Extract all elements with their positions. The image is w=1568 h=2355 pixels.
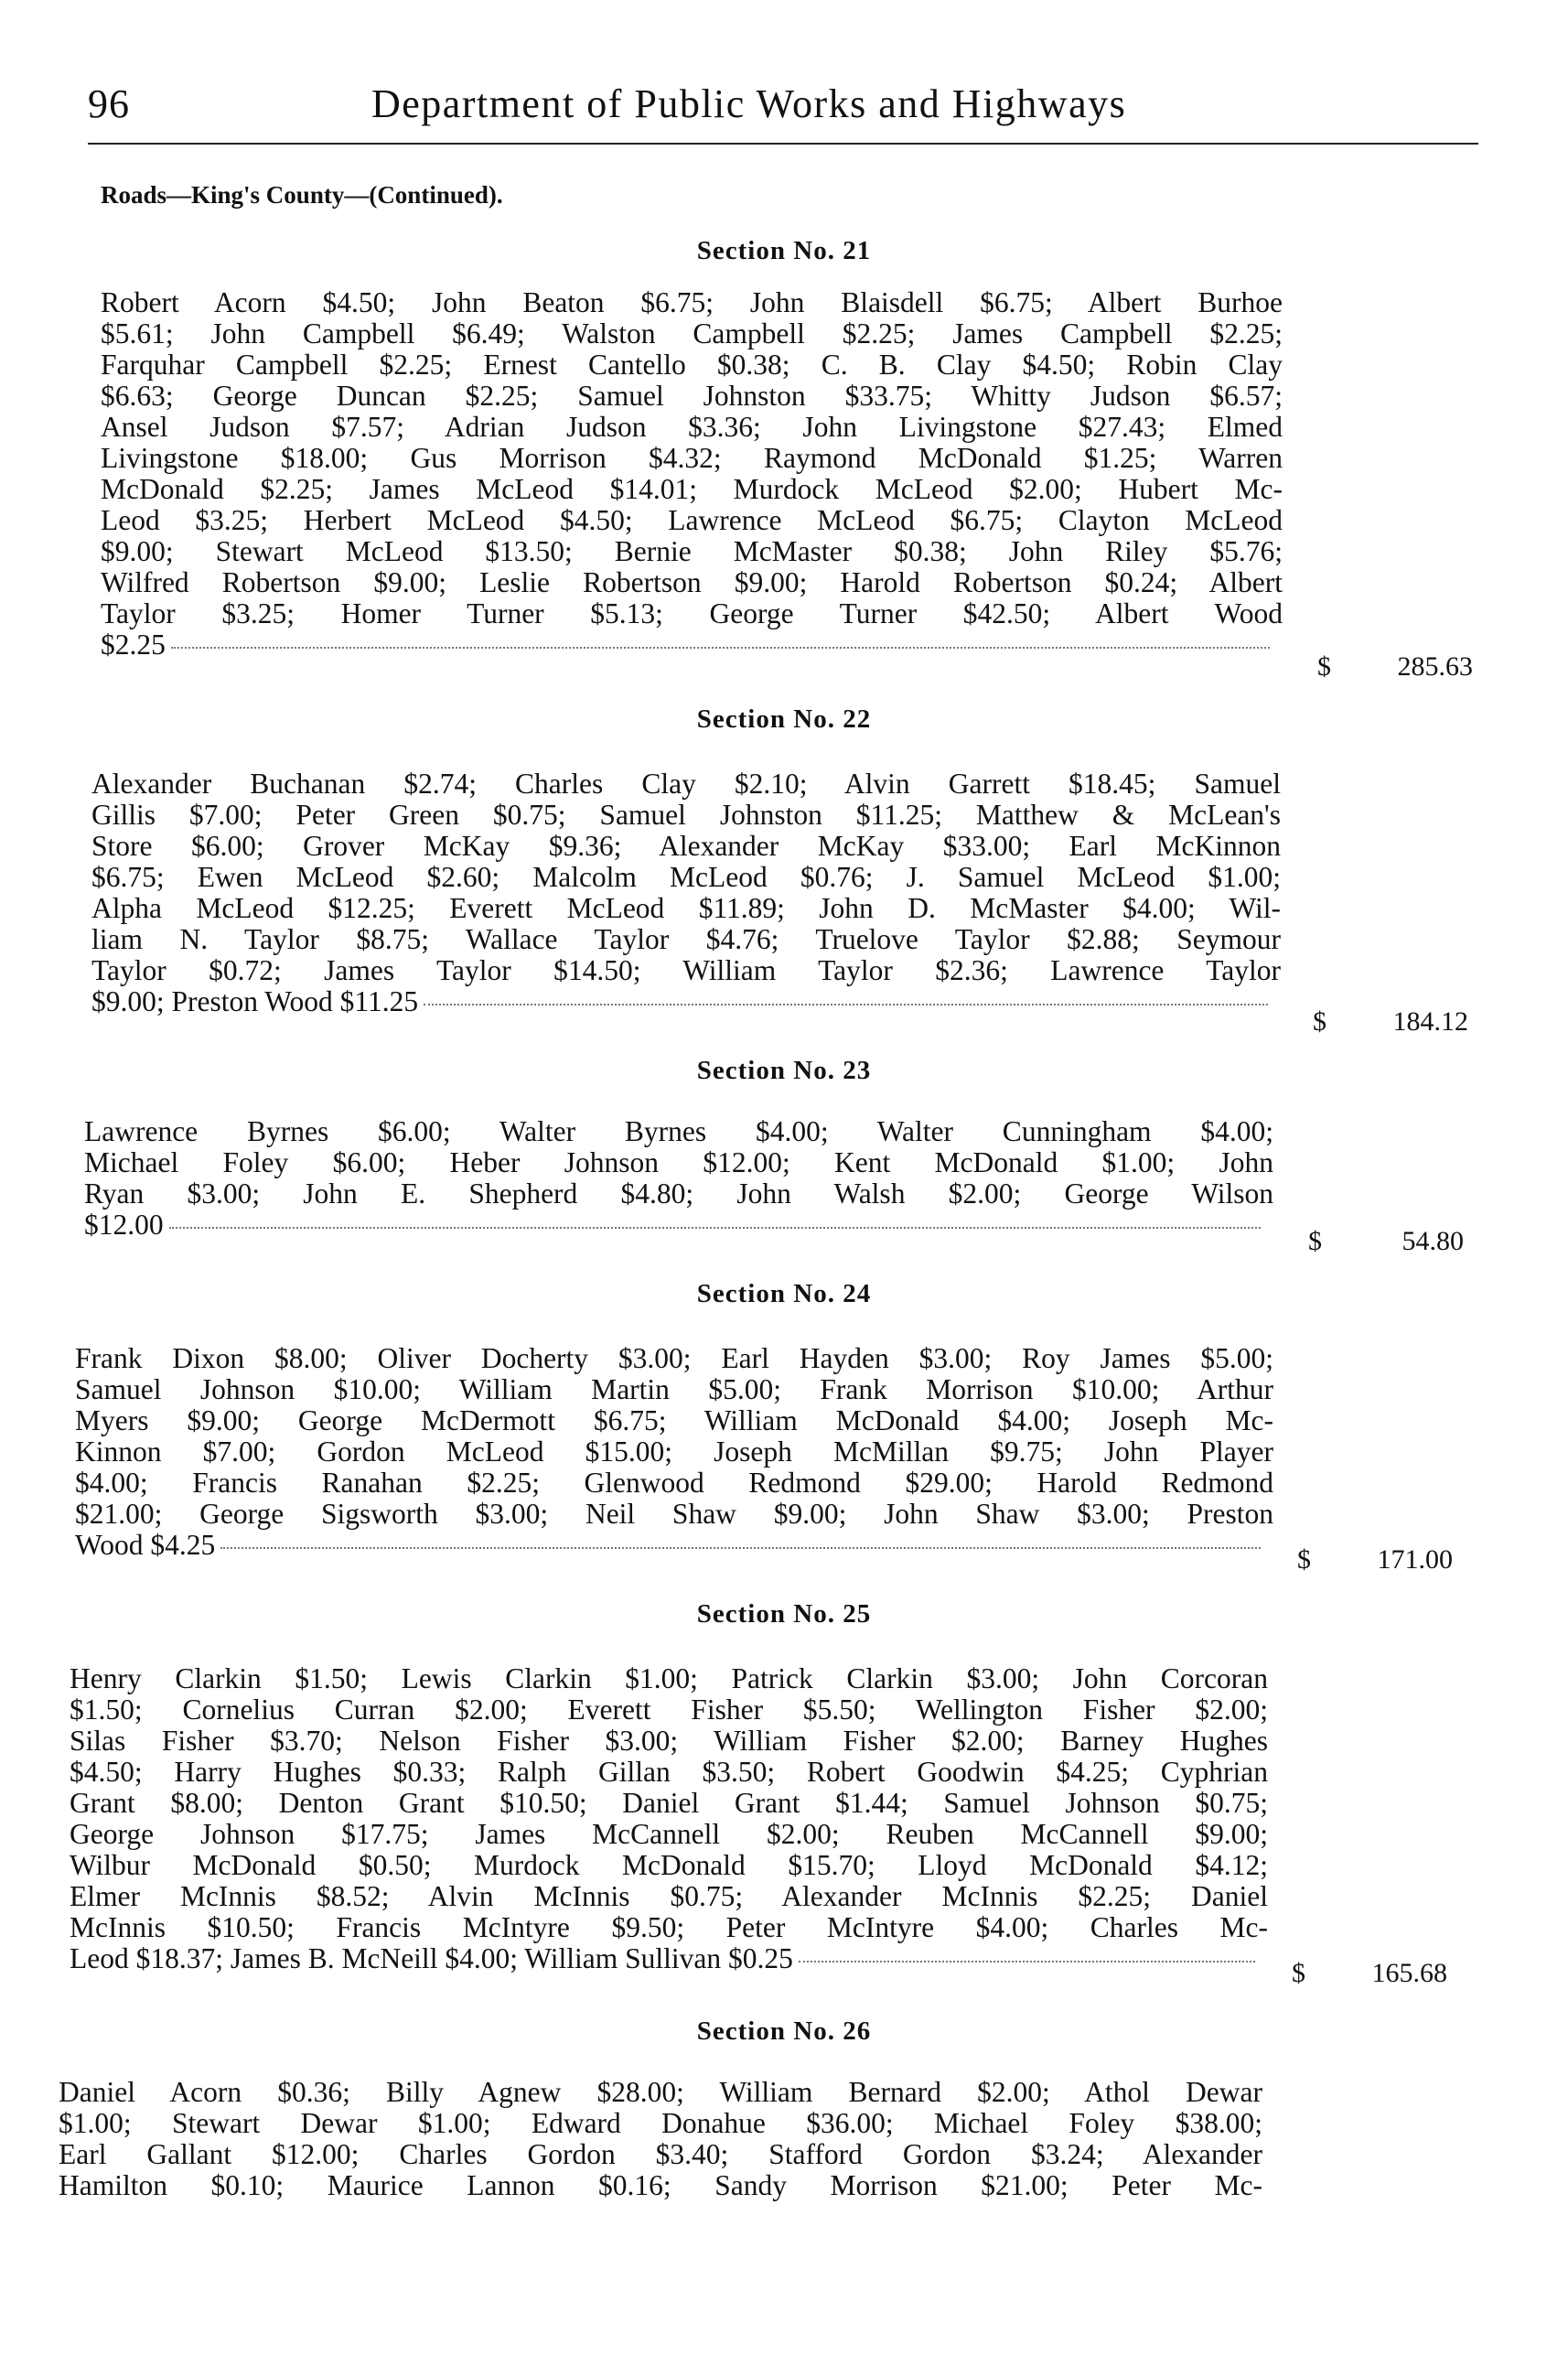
text-line: $4.50; Harry Hughes $0.33; Ralph Gillan $3.50; Robert Goodwin $4.25; Cyphrian: [70, 1756, 1268, 1788]
text-line: Robert Acorn $4.50; John Beaton $6.75; John Blaisdell $6.75; Albert Burhoe: [101, 286, 1283, 318]
text-line: Ryan $3.00; John E. Shepherd $4.80; John Walsh $2.00; George Wilson: [84, 1178, 1273, 1210]
dot-leader: [799, 1961, 1255, 1962]
text-line: George Johnson $17.75; James McCannell $2.00; Reuben McCannell $9.00;: [70, 1818, 1268, 1850]
section-body: [59, 2077, 1262, 2201]
text-line: Daniel Acorn $0.36; Billy Agnew $28.00; William Bernard $2.00; Athol Dewar: [59, 2076, 1262, 2108]
text-line: $5.61; John Campbell $6.49; Walston Campbell $2.25; James Campbell $2.25;: [101, 317, 1283, 349]
text-line: Earl Gallant $12.00; Charles Gordon $3.40; Stafford Gordon $3.24; Alexander: [59, 2138, 1262, 2170]
text-line: Frank Dixon $8.00; Oliver Docherty $3.00; Earl Hayden $3.00; Roy James $5.00;: [75, 1342, 1273, 1374]
section-body: [91, 769, 1281, 1017]
text-line: $9.00; Stewart McLeod $13.50; Bernie McMaster $0.38; John Riley $5.76;: [101, 535, 1283, 567]
page-title: Department of Public Works and Highways: [371, 81, 1127, 126]
dollar-sign: $: [1292, 1958, 1305, 1988]
text-line: McDonald $2.25; James McLeod $14.01; Murdock McLeod $2.00; Hubert Mc-: [101, 473, 1283, 505]
text-line: $4.00; Francis Ranahan $2.25; Glenwood Redmond $29.00; Harold Redmond: [75, 1467, 1273, 1499]
dot-leader: [220, 1547, 1261, 1549]
dot-leader: [169, 1227, 1261, 1229]
page-header: [88, 81, 1478, 135]
text-line: Lawrence Byrnes $6.00; Walter Byrnes $4.00; Walter Cunningham $4.00;: [84, 1115, 1273, 1147]
text-line: $1.50; Cornelius Curran $2.00; Everett Fisher $5.50; Wellington Fisher $2.00;: [70, 1694, 1268, 1726]
text-line: McInnis $10.50; Francis McIntyre $9.50; Peter McIntyre $4.00; Charles Mc-: [70, 1911, 1268, 1943]
last-line: Leod $18.37; James B. McNeill $4.00; William Sullivan $0.25: [70, 1943, 1268, 1974]
last-line: $9.00; Preston Wood $11.25: [91, 986, 1281, 1017]
text-line: Wilbur McDonald $0.50; Murdock McDonald $15.70; Lloyd McDonald $4.12;: [70, 1849, 1268, 1881]
section-total: 165.68: [1371, 1958, 1447, 1988]
section-total: 54.80: [1402, 1226, 1464, 1256]
dollar-sign: $: [1317, 651, 1331, 682]
text-line: Silas Fisher $3.70; Nelson Fisher $3.00; William Fisher $2.00; Barney Hughes: [70, 1725, 1268, 1757]
text-line: Ansel Judson $7.57; Adrian Judson $3.36; John Livingstone $27.43; Elmed: [101, 411, 1283, 443]
text-line: Farquhar Campbell $2.25; Ernest Cantello $0.38; C. B. Clay $4.50; Robin Clay: [101, 349, 1283, 381]
dot-leader: [171, 647, 1270, 649]
section-body: [84, 1116, 1273, 1241]
dot-leader: [424, 1004, 1268, 1005]
last-line: Wood $4.25: [75, 1530, 1273, 1561]
text-line: Alpha McLeod $12.25; Everett McLeod $11.89; John D. McMaster $4.00; Wil-: [91, 892, 1281, 924]
page-number: 96: [88, 81, 130, 126]
last-line: $12.00: [84, 1210, 1273, 1241]
section-title: Section No. 22: [696, 704, 872, 734]
text-line: Wilfred Robertson $9.00; Leslie Robertson $9.00; Harold Robertson $0.24; Albert: [101, 566, 1283, 598]
text-line: Taylor $0.72; James Taylor $14.50; William Taylor $2.36; Lawrence Taylor: [91, 954, 1281, 986]
text-line: Gillis $7.00; Peter Green $0.75; Samuel Johnston $11.25; Matthew & McLean's: [91, 799, 1281, 831]
section-title: Section No. 23: [696, 1056, 872, 1085]
text-line: Myers $9.00; George McDermott $6.75; William McDonald $4.00; Joseph Mc-: [75, 1404, 1273, 1436]
section-body: [75, 1343, 1273, 1561]
text-line: Livingstone $18.00; Gus Morrison $4.32; Raymond McDonald $1.25; Warren: [101, 442, 1283, 474]
text-line: Samuel Johnson $10.00; William Martin $5.00; Frank Morrison $10.00; Arthur: [75, 1373, 1273, 1405]
section-body: [101, 287, 1283, 661]
text-line: Kinnon $7.00; Gordon McLeod $15.00; Joseph McMillan $9.75; John Player: [75, 1436, 1273, 1468]
section-total: 184.12: [1392, 1006, 1468, 1037]
text-line: Elmer McInnis $8.52; Alvin McInnis $0.75; Alexander McInnis $2.25; Daniel: [70, 1880, 1268, 1912]
header-rule: [88, 143, 1478, 145]
section-title: Section No. 25: [696, 1599, 872, 1629]
text-line: Leod $3.25; Herbert McLeod $4.50; Lawrence McLeod $6.75; Clayton McLeod: [101, 504, 1283, 536]
text-line: Michael Foley $6.00; Heber Johnson $12.00; Kent McDonald $1.00; John: [84, 1146, 1273, 1178]
text-line: $6.63; George Duncan $2.25; Samuel Johnston $33.75; Whitty Judson $6.57;: [101, 380, 1283, 412]
text-line: liam N. Taylor $8.75; Wallace Taylor $4.76; Truelove Taylor $2.88; Seymour: [91, 923, 1281, 955]
section-total: 285.63: [1397, 651, 1473, 682]
text-line: Store $6.00; Grover McKay $9.36; Alexander McKay $33.00; Earl McKinnon: [91, 830, 1281, 862]
running-head: Roads—King's County—(Continued).: [101, 181, 503, 209]
section-title: Section No. 26: [696, 2016, 872, 2046]
text-line: Alexander Buchanan $2.74; Charles Clay $2.10; Alvin Garrett $18.45; Samuel: [91, 768, 1281, 800]
text-line: $6.75; Ewen McLeod $2.60; Malcolm McLeod $0.76; J. Samuel McLeod $1.00;: [91, 861, 1281, 893]
text-line: $21.00; George Sigsworth $3.00; Neil Shaw $9.00; John Shaw $3.00; Preston: [75, 1498, 1273, 1530]
text-line: $1.00; Stewart Dewar $1.00; Edward Donahue $36.00; Michael Foley $38.00;: [59, 2107, 1262, 2139]
text-line: Henry Clarkin $1.50; Lewis Clarkin $1.00; Patrick Clarkin $3.00; John Corcoran: [70, 1662, 1268, 1694]
section-title: Section No. 21: [696, 236, 872, 265]
text-line: Grant $8.00; Denton Grant $10.50; Daniel Grant $1.44; Samuel Johnson $0.75;: [70, 1787, 1268, 1819]
text-line: Hamilton $0.10; Maurice Lannon $0.16; Sandy Morrison $21.00; Peter Mc-: [59, 2169, 1262, 2201]
text-line: Taylor $3.25; Homer Turner $5.13; George Turner $42.50; Albert Wood: [101, 597, 1283, 629]
section-body: [70, 1663, 1268, 1974]
section-total: 171.00: [1377, 1544, 1453, 1575]
last-line: $2.25: [101, 629, 1283, 661]
section-title: Section No. 24: [696, 1279, 872, 1308]
dollar-sign: $: [1297, 1544, 1311, 1575]
dollar-sign: $: [1313, 1006, 1326, 1037]
dollar-sign: $: [1308, 1226, 1322, 1256]
